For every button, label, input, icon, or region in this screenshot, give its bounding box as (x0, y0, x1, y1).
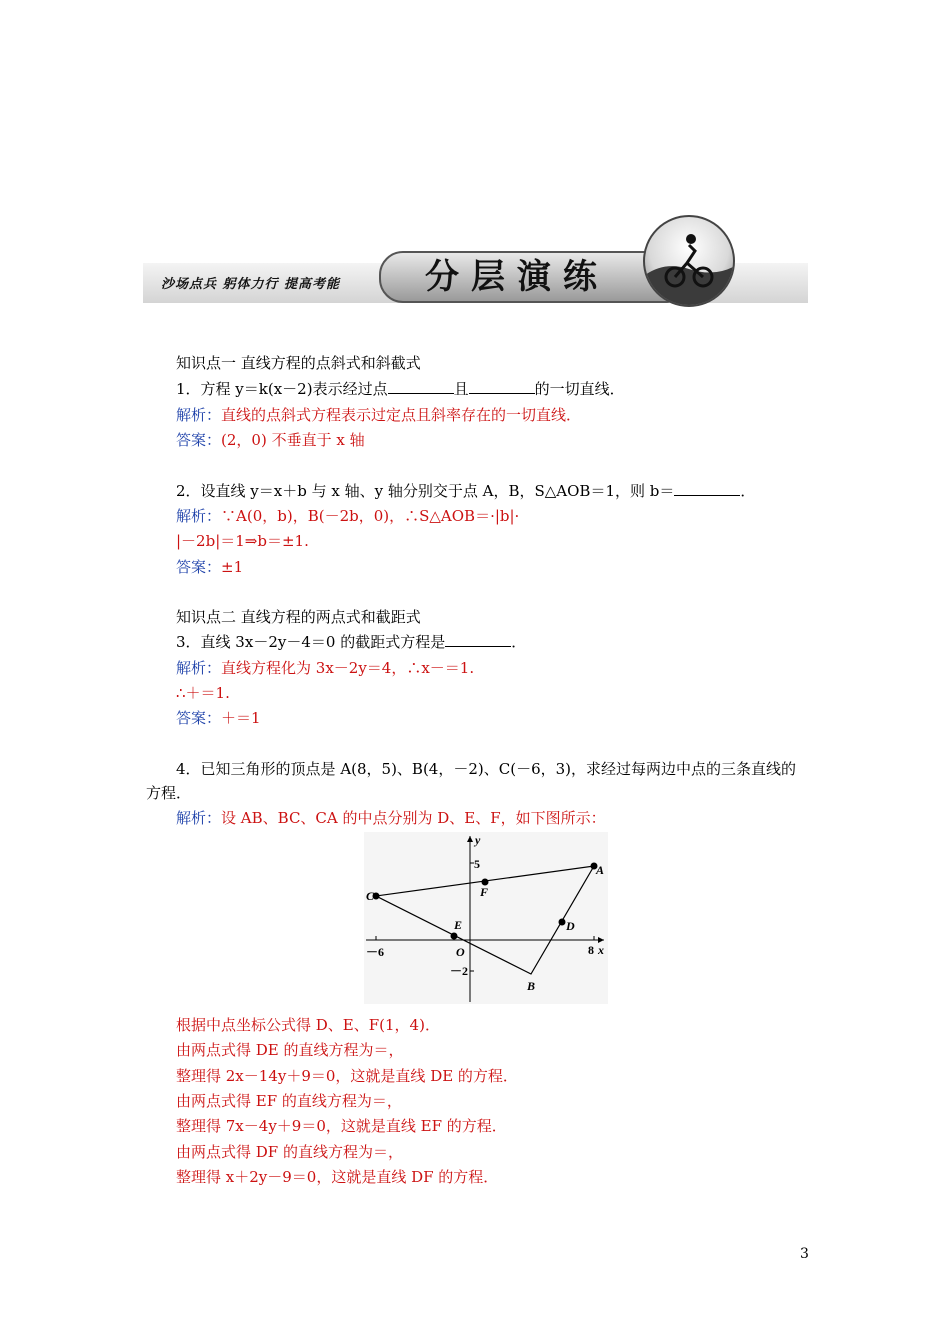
analysis-label: 解析： (176, 406, 222, 424)
analysis-2-line2: |－2b|＝1⇒b＝±1. (176, 532, 309, 550)
label-D: D (566, 919, 575, 933)
question-1 (176, 379, 625, 399)
answer-label: 答案： (176, 431, 222, 449)
step-6: 由两点式得 DF 的直线方程为＝， (176, 1143, 403, 1161)
analysis-2 (176, 506, 519, 526)
question-2-pre: 2．设直线 y＝x＋b 与 x 轴、y 轴分别交于点 A，B，S△AOB＝1，则 b＝ (176, 482, 675, 500)
answer-1 (176, 430, 365, 450)
step-5: 整理得 7x－4y＋9＝0，这就是直线 EF 的方程． (176, 1117, 507, 1135)
tick-y-pos: 5 (474, 857, 480, 871)
cyclist-icon (643, 215, 735, 307)
analysis-text: 直线方程化为 3x－2y＝4，∴x－＝1. (221, 659, 475, 677)
banner-title: 分层演练 (425, 257, 609, 297)
analysis-3-line2: ∴＋＝1. (176, 684, 230, 702)
question-2 (176, 481, 755, 501)
analysis-4 (176, 808, 606, 828)
label-B: B (527, 979, 536, 993)
answer-text: (2，0) 不垂直于 x 轴 (221, 431, 365, 449)
answer-label: 答案： (176, 709, 222, 727)
page-number: 3 (800, 1246, 809, 1262)
analysis-label: 解析： (176, 659, 222, 677)
answer-3 (176, 708, 261, 728)
answer-blank (469, 379, 535, 394)
label-E: E (454, 918, 463, 932)
analysis-text: 直线的点斜式方程表示过定点且斜率存在的一切直线． (221, 406, 582, 424)
step-1: 根据中点坐标公式得 D、E、F(1，4)． (176, 1016, 440, 1034)
heading-k1: 知识点一 直线方程的点斜式和斜截式 (176, 354, 421, 372)
label-x: x (598, 943, 604, 957)
step-3: 整理得 2x－14y＋9＝0，这就是直线 DE 的方程． (176, 1067, 518, 1085)
triangle-figure (364, 832, 608, 1004)
label-O: O (456, 945, 465, 959)
step-4: 由两点式得 EF 的直线方程为＝， (176, 1092, 402, 1110)
tick-x-neg: －6 (366, 945, 385, 959)
analysis-text: 设 AB、BC、CA 的中点分别为 D、E、F，如下图所示： (221, 809, 606, 827)
point-E (451, 933, 458, 940)
question-1-pre: 1．方程 y＝k(x－2)表示经过点 (176, 380, 388, 398)
section-banner (143, 213, 808, 303)
step-2: 由两点式得 DE 的直线方程为＝， (176, 1041, 404, 1059)
question-2-post: ． (740, 482, 756, 500)
question-3-pre: 3．直线 3x－2y－4＝0 的截距式方程是 (176, 633, 446, 651)
question-3-post: ． (511, 633, 527, 651)
tick-x-pos: 8 (588, 943, 594, 957)
question-4: 4．已知三角形的顶点是 A(8，5)、B(4，－2)、C(－6，3)，求经过每两边中点的三条直线的方程． (146, 760, 797, 802)
label-F: F (480, 885, 489, 899)
answer-label: 答案： (176, 558, 222, 576)
banner-tagline: 沙场点兵 躬体力行 提高考能 (161, 277, 341, 292)
label-A: A (596, 863, 605, 877)
analysis-text: ∵A(0，b)，B(－2b，0)，∴S△AOB＝·|b|· (221, 507, 520, 525)
analysis-3 (176, 658, 474, 678)
tick-y-neg: －2 (450, 964, 469, 978)
answer-blank (674, 481, 740, 496)
question-3 (176, 632, 526, 652)
question-1-post: 的一切直线． (534, 380, 625, 398)
step-7: 整理得 x＋2y－9＝0，这就是直线 DF 的方程． (176, 1168, 499, 1186)
analysis-1 (176, 405, 581, 425)
answer-blank (445, 632, 511, 647)
answer-text: ＋＝1 (221, 709, 261, 727)
analysis-label: 解析： (176, 809, 222, 827)
analysis-label: 解析： (176, 507, 222, 525)
heading-k2: 知识点二 直线方程的两点式和截距式 (176, 608, 421, 626)
answer-text: ±1 (221, 558, 244, 576)
label-y: y (475, 833, 481, 847)
point-D (559, 919, 566, 926)
answer-blank (388, 379, 454, 394)
answer-2 (176, 557, 243, 577)
question-1-mid: 且 (453, 380, 469, 398)
label-C: C (366, 889, 375, 903)
